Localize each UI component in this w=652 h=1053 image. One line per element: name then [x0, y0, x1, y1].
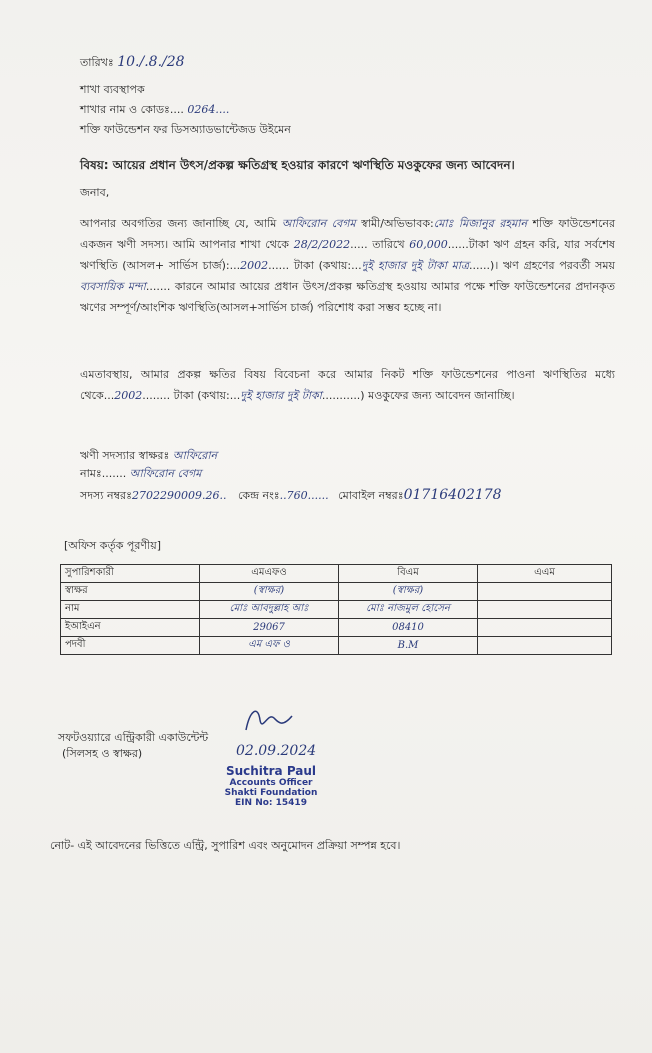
date-row: [80, 55, 185, 70]
member-id-row: সদস্য নম্বরঃ2702290009.26.. কেন্দ্র নংঃ..760...... মোবাইল নম্বরঃ01716402178: [80, 487, 502, 503]
table-row: নাম মোঃ আবদুল্লাহ আঃ মোঃ নাজমুল হোসেন: [61, 601, 612, 619]
accountant-note: (সিলসহ ও স্বাক্ষর): [62, 747, 143, 760]
guardian-name-written: মোঃ মিজানুর রহমান: [433, 217, 528, 230]
organization-name: শক্তি ফাউন্ডেশন ফর ডিসঅ্যাডভান্টেজড উইমেন: [80, 123, 291, 136]
loan-date-written: 28/2/2022: [293, 238, 351, 251]
accountant-label: সফটওয়্যারে এন্ট্রিকারী একাউন্টেন্ট: [58, 731, 209, 744]
loan-amount-written: 60,000: [409, 238, 448, 251]
paragraph-1: আপনার অবগতির জন্য জানাচ্ছি যে, আমি আফিরোন বেগম স্বামী/অভিভাবক:মোঃ মিজানুর রহমান শক্তি ফাউন্ডেশনের একজন ঋণী সদস্য। আমি আপনার শাখা থেকে 28/2/2022..... তারিখে 60,000......টাকা ঋণ গ্রহন করি, যার সর্বশেষ ঋণস্থিতি (আসল+ সার্ভিস চার্জ):...2002...... টাকা (কথায়:...দুই হাজার দুই টাকা মাত্র......)। ঋণ গ্রহণের পরবর্তী সময় ব্যবসায়িক মন্দা....... কারনে আমার আয়ের প্রধান উৎস/প্রকল্প ক্ষতিগ্রস্থ হওয়ায় আমার পক্ষে শক্তি ফাউন্ডেশনের প্রদানকৃত ঋণের সম্পূর্ণ/আংশিক ঋণস্থিতি(আসল+সার্ভিস চার্জ) পরিশোধ করা সম্ভব হচ্ছে না।: [80, 217, 616, 314]
table-row: স্বাক্ষর (স্বাক্ষর) (স্বাক্ষর): [61, 583, 612, 601]
date-value: 10./.8./28: [117, 54, 185, 70]
subject-line: বিষয়: আয়ের প্রধান উৎস/প্রকল্প ক্ষতিগ্রস্থ হওয়ার কারণে ঋণস্থিতি মওকুফের জন্য আবেদন।: [80, 158, 515, 172]
recommendation-table: [60, 564, 612, 655]
officer-stamp: Suchitra Paul Accounts Officer Shakti Foundation EIN No: 15419: [224, 764, 318, 808]
table-row: ইআইএন 29067 08410: [61, 619, 612, 637]
footer-note: নোট- এই আবেদনের ভিত্তিতে এন্ট্রি, সুপারিশ এবং অনুমোদন প্রক্রিয়া সম্পন্ন হবে।: [50, 839, 401, 852]
salutation: জনাব,: [80, 186, 110, 199]
reason-written: ব্যবসায়িক মন্দা: [80, 280, 146, 293]
accountant-date: 02.09.2024: [236, 743, 317, 759]
table-header-row: সুপারিশকারী এমএফও বিএম এএম: [61, 565, 612, 583]
table-row: পদবী এম এফ ও B.M: [61, 637, 612, 655]
accountant-signature-icon: [238, 700, 298, 740]
branch-label: শাখার নাম ও কোডঃ....: [80, 103, 184, 116]
paragraph-2: এমতাবস্থায়, আমার প্রকল্প ক্ষতির বিষয় বিবেচনা করে আমার নিকট শক্তি ফাউন্ডেশনের পাওনা ঋণস্থিতির মধ্যে থেকে...2002........ টাকা (কথায়:...দুই হাজার দুই টাকা...........) মওকুফের জন্য আবেদন জানাচ্ছি।: [80, 368, 615, 402]
waiver-amount-written: 2002: [114, 389, 143, 402]
date-label: তারিখঃ: [80, 56, 114, 69]
waiver-words-written: দুই হাজার দুই টাকা: [240, 389, 322, 402]
outstanding-written: 2002: [240, 259, 269, 272]
outstanding-words-written: দুই হাজার দুই টাকা মাত্র: [361, 259, 470, 272]
member-signature-row: ঋণী সদস্যার স্বাক্ষরঃ আফিরোন: [80, 449, 218, 462]
branch-row: [80, 102, 229, 117]
branch-code: 0264....: [187, 103, 230, 116]
member-name-row: নামঃ....... আফিরোন বেগম: [80, 467, 202, 480]
member-signature: আফিরোন: [172, 449, 218, 462]
addressee-title: শাখা ব্যবস্থাপক: [80, 83, 145, 96]
member-name-written: আফিরোন বেগম: [281, 217, 356, 230]
office-use-label: [অফিস কর্তৃক পূরণীয়]: [64, 539, 161, 552]
